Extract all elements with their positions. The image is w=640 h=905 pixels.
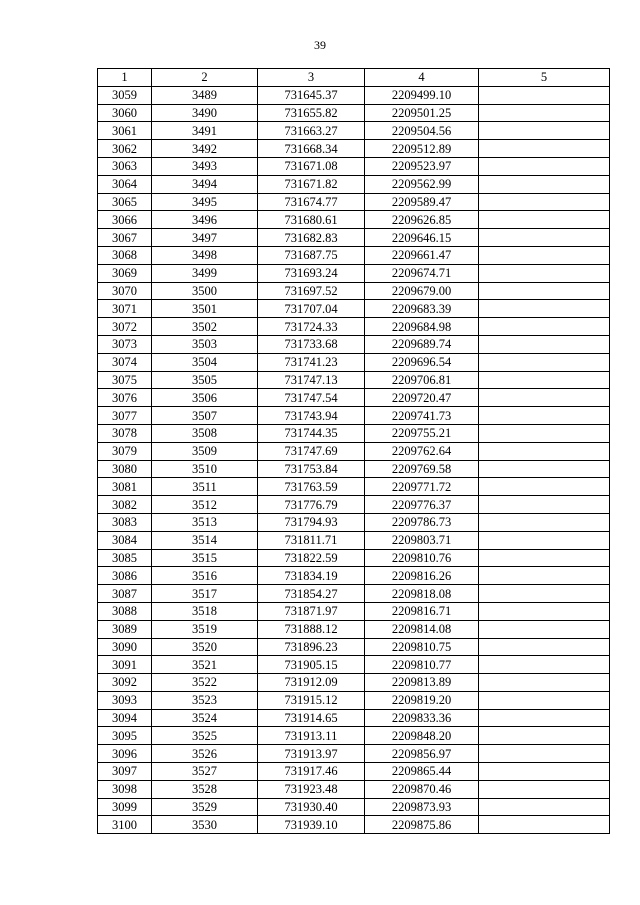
cell-y-coordinate: 2209674.71 bbox=[365, 264, 479, 282]
cell-point-number: 3519 bbox=[152, 620, 258, 638]
table-row bbox=[98, 389, 610, 407]
cell-note bbox=[479, 300, 610, 318]
table-row bbox=[98, 122, 610, 140]
table-row bbox=[98, 691, 610, 709]
cell-x-coordinate: 731655.82 bbox=[258, 104, 365, 122]
cell-note bbox=[479, 531, 610, 549]
cell-y-coordinate: 2209818.08 bbox=[365, 585, 479, 603]
cell-x-coordinate: 731822.59 bbox=[258, 549, 365, 567]
table-row bbox=[98, 798, 610, 816]
cell-x-coordinate: 731905.15 bbox=[258, 656, 365, 674]
cell-point-number: 3523 bbox=[152, 691, 258, 709]
cell-index: 3079 bbox=[98, 442, 152, 460]
cell-y-coordinate: 2209684.98 bbox=[365, 318, 479, 336]
cell-index: 3097 bbox=[98, 763, 152, 781]
cell-point-number: 3529 bbox=[152, 798, 258, 816]
cell-note bbox=[479, 709, 610, 727]
table-row bbox=[98, 353, 610, 371]
table-row bbox=[98, 709, 610, 727]
cell-x-coordinate: 731747.69 bbox=[258, 442, 365, 460]
table-row bbox=[98, 549, 610, 567]
cell-x-coordinate: 731747.54 bbox=[258, 389, 365, 407]
cell-y-coordinate: 2209769.58 bbox=[365, 460, 479, 478]
table-row bbox=[98, 745, 610, 763]
table-row bbox=[98, 371, 610, 389]
cell-index: 3067 bbox=[98, 229, 152, 247]
cell-note bbox=[479, 691, 610, 709]
cell-y-coordinate: 2209696.54 bbox=[365, 353, 479, 371]
cell-index: 3078 bbox=[98, 424, 152, 442]
cell-note bbox=[479, 229, 610, 247]
table-row bbox=[98, 442, 610, 460]
cell-index: 3080 bbox=[98, 460, 152, 478]
cell-note bbox=[479, 513, 610, 531]
cell-y-coordinate: 2209661.47 bbox=[365, 246, 479, 264]
table-row bbox=[98, 674, 610, 692]
table-row bbox=[98, 585, 610, 603]
cell-index: 3059 bbox=[98, 86, 152, 104]
cell-note bbox=[479, 460, 610, 478]
cell-y-coordinate: 2209683.39 bbox=[365, 300, 479, 318]
cell-note bbox=[479, 620, 610, 638]
cell-note bbox=[479, 104, 610, 122]
cell-index: 3064 bbox=[98, 175, 152, 193]
cell-point-number: 3530 bbox=[152, 816, 258, 834]
cell-x-coordinate: 731743.94 bbox=[258, 407, 365, 425]
cell-note bbox=[479, 264, 610, 282]
cell-point-number: 3507 bbox=[152, 407, 258, 425]
cell-index: 3076 bbox=[98, 389, 152, 407]
cell-point-number: 3512 bbox=[152, 496, 258, 514]
cell-index: 3073 bbox=[98, 335, 152, 353]
column-header-3: 3 bbox=[258, 69, 365, 87]
cell-point-number: 3499 bbox=[152, 264, 258, 282]
cell-note bbox=[479, 674, 610, 692]
table-row bbox=[98, 513, 610, 531]
cell-y-coordinate: 2209816.26 bbox=[365, 567, 479, 585]
cell-note bbox=[479, 193, 610, 211]
cell-index: 3086 bbox=[98, 567, 152, 585]
cell-index: 3072 bbox=[98, 318, 152, 336]
cell-point-number: 3498 bbox=[152, 246, 258, 264]
cell-point-number: 3495 bbox=[152, 193, 258, 211]
cell-note bbox=[479, 318, 610, 336]
table-row bbox=[98, 602, 610, 620]
cell-x-coordinate: 731915.12 bbox=[258, 691, 365, 709]
table-row bbox=[98, 193, 610, 211]
cell-point-number: 3504 bbox=[152, 353, 258, 371]
table-header bbox=[98, 69, 610, 87]
table-row bbox=[98, 460, 610, 478]
cell-note bbox=[479, 282, 610, 300]
table-row bbox=[98, 157, 610, 175]
cell-note bbox=[479, 780, 610, 798]
cell-index: 3071 bbox=[98, 300, 152, 318]
cell-note bbox=[479, 86, 610, 104]
cell-index: 3085 bbox=[98, 549, 152, 567]
cell-x-coordinate: 731744.35 bbox=[258, 424, 365, 442]
cell-x-coordinate: 731707.04 bbox=[258, 300, 365, 318]
cell-point-number: 3524 bbox=[152, 709, 258, 727]
cell-point-number: 3497 bbox=[152, 229, 258, 247]
cell-index: 3099 bbox=[98, 798, 152, 816]
cell-note bbox=[479, 211, 610, 229]
cell-x-coordinate: 731741.23 bbox=[258, 353, 365, 371]
cell-index: 3090 bbox=[98, 638, 152, 656]
cell-y-coordinate: 2209771.72 bbox=[365, 478, 479, 496]
cell-index: 3060 bbox=[98, 104, 152, 122]
cell-x-coordinate: 731914.65 bbox=[258, 709, 365, 727]
cell-x-coordinate: 731733.68 bbox=[258, 335, 365, 353]
coordinates-table bbox=[97, 68, 610, 834]
cell-point-number: 3493 bbox=[152, 157, 258, 175]
table-row bbox=[98, 620, 610, 638]
table-row bbox=[98, 282, 610, 300]
cell-point-number: 3517 bbox=[152, 585, 258, 603]
header-row bbox=[98, 69, 610, 87]
cell-note bbox=[479, 246, 610, 264]
table-row bbox=[98, 246, 610, 264]
cell-x-coordinate: 731834.19 bbox=[258, 567, 365, 585]
table-row bbox=[98, 478, 610, 496]
cell-index: 3095 bbox=[98, 727, 152, 745]
cell-note bbox=[479, 745, 610, 763]
table-row bbox=[98, 175, 610, 193]
cell-note bbox=[479, 478, 610, 496]
cell-x-coordinate: 731663.27 bbox=[258, 122, 365, 140]
cell-y-coordinate: 2209706.81 bbox=[365, 371, 479, 389]
table-row bbox=[98, 104, 610, 122]
cell-x-coordinate: 731912.09 bbox=[258, 674, 365, 692]
cell-note bbox=[479, 335, 610, 353]
cell-y-coordinate: 2209720.47 bbox=[365, 389, 479, 407]
cell-index: 3066 bbox=[98, 211, 152, 229]
cell-point-number: 3496 bbox=[152, 211, 258, 229]
table-row bbox=[98, 763, 610, 781]
cell-x-coordinate: 731724.33 bbox=[258, 318, 365, 336]
cell-index: 3094 bbox=[98, 709, 152, 727]
table-row bbox=[98, 567, 610, 585]
cell-point-number: 3525 bbox=[152, 727, 258, 745]
cell-index: 3065 bbox=[98, 193, 152, 211]
table-row bbox=[98, 211, 610, 229]
table-row bbox=[98, 816, 610, 834]
cell-y-coordinate: 2209512.89 bbox=[365, 140, 479, 158]
cell-note bbox=[479, 424, 610, 442]
cell-y-coordinate: 2209501.25 bbox=[365, 104, 479, 122]
cell-x-coordinate: 731888.12 bbox=[258, 620, 365, 638]
cell-y-coordinate: 2209589.47 bbox=[365, 193, 479, 211]
cell-x-coordinate: 731913.97 bbox=[258, 745, 365, 763]
cell-point-number: 3494 bbox=[152, 175, 258, 193]
table-row bbox=[98, 407, 610, 425]
table-row bbox=[98, 140, 610, 158]
cell-y-coordinate: 2209803.71 bbox=[365, 531, 479, 549]
cell-point-number: 3515 bbox=[152, 549, 258, 567]
cell-y-coordinate: 2209523.97 bbox=[365, 157, 479, 175]
table-row bbox=[98, 264, 610, 282]
cell-y-coordinate: 2209762.64 bbox=[365, 442, 479, 460]
cell-y-coordinate: 2209499.10 bbox=[365, 86, 479, 104]
column-header-2: 2 bbox=[152, 69, 258, 87]
cell-point-number: 3514 bbox=[152, 531, 258, 549]
cell-point-number: 3509 bbox=[152, 442, 258, 460]
cell-x-coordinate: 731896.23 bbox=[258, 638, 365, 656]
table-row bbox=[98, 780, 610, 798]
cell-index: 3070 bbox=[98, 282, 152, 300]
table-row bbox=[98, 638, 610, 656]
cell-note bbox=[479, 442, 610, 460]
column-header-1: 1 bbox=[98, 69, 152, 87]
cell-index: 3081 bbox=[98, 478, 152, 496]
cell-y-coordinate: 2209504.56 bbox=[365, 122, 479, 140]
cell-index: 3091 bbox=[98, 656, 152, 674]
cell-point-number: 3511 bbox=[152, 478, 258, 496]
cell-x-coordinate: 731671.08 bbox=[258, 157, 365, 175]
cell-point-number: 3492 bbox=[152, 140, 258, 158]
cell-point-number: 3521 bbox=[152, 656, 258, 674]
cell-point-number: 3513 bbox=[152, 513, 258, 531]
cell-index: 3063 bbox=[98, 157, 152, 175]
cell-x-coordinate: 731854.27 bbox=[258, 585, 365, 603]
cell-index: 3061 bbox=[98, 122, 152, 140]
cell-y-coordinate: 2209816.71 bbox=[365, 602, 479, 620]
cell-x-coordinate: 731913.11 bbox=[258, 727, 365, 745]
cell-note bbox=[479, 140, 610, 158]
cell-note bbox=[479, 122, 610, 140]
cell-x-coordinate: 731939.10 bbox=[258, 816, 365, 834]
cell-point-number: 3520 bbox=[152, 638, 258, 656]
cell-y-coordinate: 2209786.73 bbox=[365, 513, 479, 531]
cell-note bbox=[479, 353, 610, 371]
cell-note bbox=[479, 763, 610, 781]
cell-x-coordinate: 731930.40 bbox=[258, 798, 365, 816]
cell-y-coordinate: 2209755.21 bbox=[365, 424, 479, 442]
table-row bbox=[98, 531, 610, 549]
cell-y-coordinate: 2209741.73 bbox=[365, 407, 479, 425]
cell-y-coordinate: 2209679.00 bbox=[365, 282, 479, 300]
cell-y-coordinate: 2209626.85 bbox=[365, 211, 479, 229]
cell-x-coordinate: 731753.84 bbox=[258, 460, 365, 478]
cell-point-number: 3503 bbox=[152, 335, 258, 353]
cell-x-coordinate: 731923.48 bbox=[258, 780, 365, 798]
cell-index: 3093 bbox=[98, 691, 152, 709]
cell-y-coordinate: 2209856.97 bbox=[365, 745, 479, 763]
cell-note bbox=[479, 407, 610, 425]
cell-y-coordinate: 2209814.08 bbox=[365, 620, 479, 638]
column-header-5: 5 bbox=[479, 69, 610, 87]
cell-index: 3082 bbox=[98, 496, 152, 514]
cell-index: 3089 bbox=[98, 620, 152, 638]
cell-x-coordinate: 731680.61 bbox=[258, 211, 365, 229]
cell-y-coordinate: 2209813.89 bbox=[365, 674, 479, 692]
cell-note bbox=[479, 638, 610, 656]
cell-note bbox=[479, 567, 610, 585]
cell-point-number: 3502 bbox=[152, 318, 258, 336]
cell-point-number: 3491 bbox=[152, 122, 258, 140]
table-row bbox=[98, 496, 610, 514]
cell-index: 3084 bbox=[98, 531, 152, 549]
cell-x-coordinate: 731682.83 bbox=[258, 229, 365, 247]
cell-note bbox=[479, 496, 610, 514]
cell-x-coordinate: 731763.59 bbox=[258, 478, 365, 496]
cell-index: 3077 bbox=[98, 407, 152, 425]
cell-note bbox=[479, 371, 610, 389]
cell-y-coordinate: 2209810.76 bbox=[365, 549, 479, 567]
table-row bbox=[98, 656, 610, 674]
cell-point-number: 3505 bbox=[152, 371, 258, 389]
cell-index: 3074 bbox=[98, 353, 152, 371]
table-row bbox=[98, 300, 610, 318]
cell-y-coordinate: 2209689.74 bbox=[365, 335, 479, 353]
cell-y-coordinate: 2209810.75 bbox=[365, 638, 479, 656]
cell-point-number: 3527 bbox=[152, 763, 258, 781]
cell-point-number: 3506 bbox=[152, 389, 258, 407]
cell-y-coordinate: 2209875.86 bbox=[365, 816, 479, 834]
column-header-4: 4 bbox=[365, 69, 479, 87]
cell-x-coordinate: 731917.46 bbox=[258, 763, 365, 781]
cell-point-number: 3508 bbox=[152, 424, 258, 442]
cell-index: 3075 bbox=[98, 371, 152, 389]
cell-x-coordinate: 731668.34 bbox=[258, 140, 365, 158]
table-body bbox=[98, 86, 610, 833]
cell-x-coordinate: 731693.24 bbox=[258, 264, 365, 282]
table-row bbox=[98, 229, 610, 247]
cell-note bbox=[479, 585, 610, 603]
cell-x-coordinate: 731794.93 bbox=[258, 513, 365, 531]
cell-point-number: 3489 bbox=[152, 86, 258, 104]
table-row bbox=[98, 86, 610, 104]
cell-x-coordinate: 731776.79 bbox=[258, 496, 365, 514]
cell-point-number: 3510 bbox=[152, 460, 258, 478]
table-row bbox=[98, 424, 610, 442]
cell-point-number: 3526 bbox=[152, 745, 258, 763]
table-row bbox=[98, 318, 610, 336]
cell-x-coordinate: 731747.13 bbox=[258, 371, 365, 389]
cell-y-coordinate: 2209562.99 bbox=[365, 175, 479, 193]
cell-note bbox=[479, 727, 610, 745]
cell-index: 3088 bbox=[98, 602, 152, 620]
cell-x-coordinate: 731674.77 bbox=[258, 193, 365, 211]
cell-point-number: 3516 bbox=[152, 567, 258, 585]
cell-note bbox=[479, 389, 610, 407]
cell-index: 3098 bbox=[98, 780, 152, 798]
cell-y-coordinate: 2209833.36 bbox=[365, 709, 479, 727]
cell-y-coordinate: 2209819.20 bbox=[365, 691, 479, 709]
cell-note bbox=[479, 157, 610, 175]
cell-point-number: 3500 bbox=[152, 282, 258, 300]
cell-index: 3068 bbox=[98, 246, 152, 264]
cell-y-coordinate: 2209776.37 bbox=[365, 496, 479, 514]
cell-note bbox=[479, 175, 610, 193]
cell-y-coordinate: 2209870.46 bbox=[365, 780, 479, 798]
cell-index: 3092 bbox=[98, 674, 152, 692]
table-row bbox=[98, 335, 610, 353]
cell-point-number: 3522 bbox=[152, 674, 258, 692]
table-row bbox=[98, 727, 610, 745]
cell-y-coordinate: 2209848.20 bbox=[365, 727, 479, 745]
cell-point-number: 3528 bbox=[152, 780, 258, 798]
cell-y-coordinate: 2209865.44 bbox=[365, 763, 479, 781]
cell-index: 3083 bbox=[98, 513, 152, 531]
cell-note bbox=[479, 798, 610, 816]
cell-y-coordinate: 2209646.15 bbox=[365, 229, 479, 247]
cell-point-number: 3501 bbox=[152, 300, 258, 318]
cell-note bbox=[479, 816, 610, 834]
cell-note bbox=[479, 549, 610, 567]
cell-index: 3087 bbox=[98, 585, 152, 603]
cell-x-coordinate: 731697.52 bbox=[258, 282, 365, 300]
cell-note bbox=[479, 656, 610, 674]
cell-index: 3062 bbox=[98, 140, 152, 158]
cell-index: 3096 bbox=[98, 745, 152, 763]
cell-point-number: 3490 bbox=[152, 104, 258, 122]
cell-x-coordinate: 731811.71 bbox=[258, 531, 365, 549]
cell-index: 3100 bbox=[98, 816, 152, 834]
cell-note bbox=[479, 602, 610, 620]
page-number: 39 bbox=[314, 38, 326, 52]
cell-y-coordinate: 2209810.77 bbox=[365, 656, 479, 674]
cell-x-coordinate: 731687.75 bbox=[258, 246, 365, 264]
cell-x-coordinate: 731671.82 bbox=[258, 175, 365, 193]
cell-y-coordinate: 2209873.93 bbox=[365, 798, 479, 816]
cell-point-number: 3518 bbox=[152, 602, 258, 620]
cell-x-coordinate: 731645.37 bbox=[258, 86, 365, 104]
cell-index: 3069 bbox=[98, 264, 152, 282]
cell-x-coordinate: 731871.97 bbox=[258, 602, 365, 620]
